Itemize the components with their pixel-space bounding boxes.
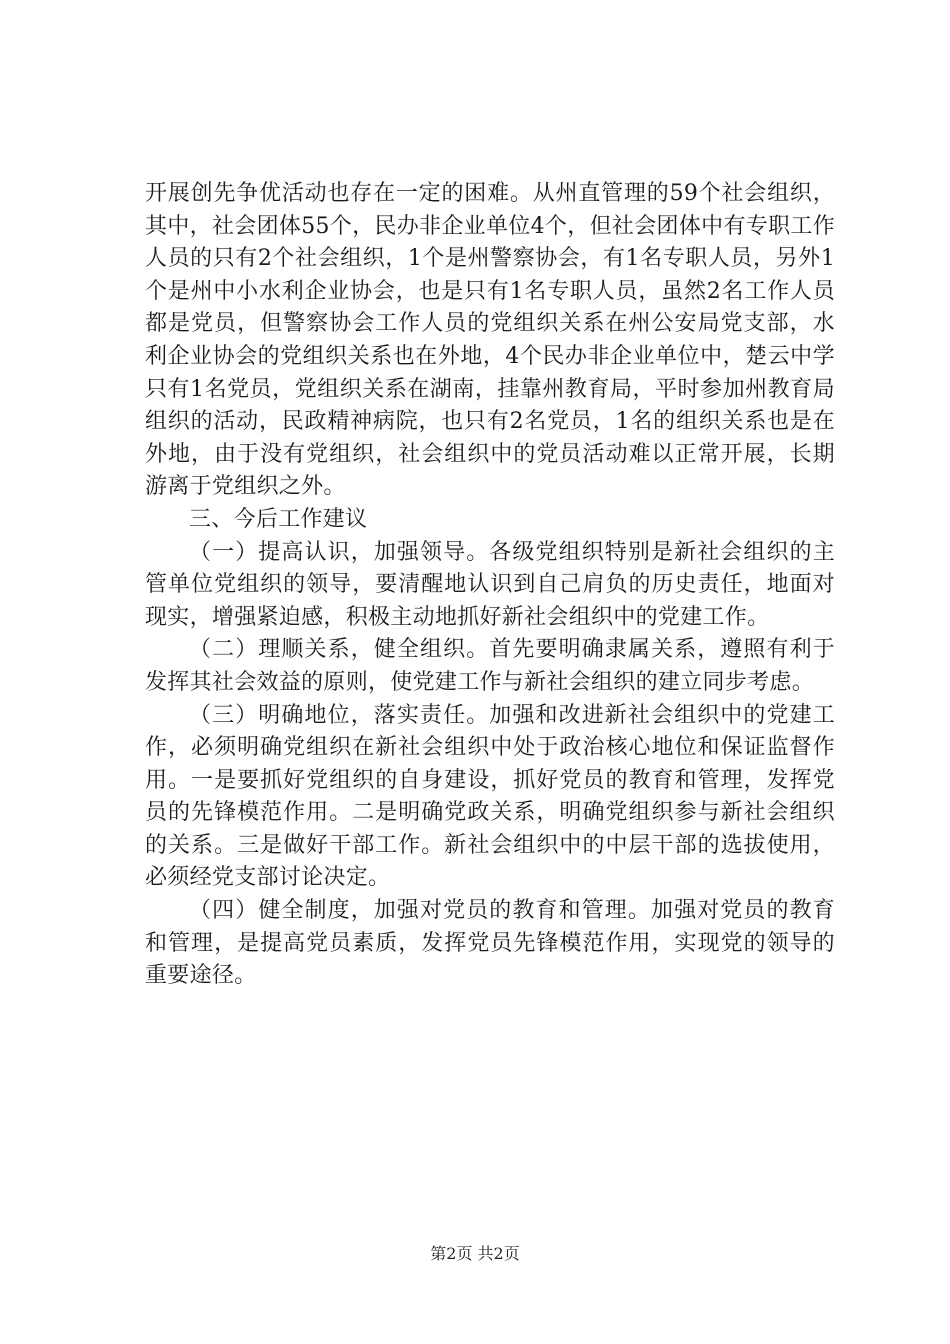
paragraph-continuation: 开展创先争优活动也存在一定的困难。从州直管理的59个社会组织，其中，社会团体55个，民办非企业单位4个，但社会团体中有专职工作人员的只有2个社会组织，1个是州警察协会，有1名专职人员，另外1个是州中小水利企业协会，也是只有1名专职人员，虽然2名工作人员都是党员，但警察协会工作人员的党组织关系在州公安局党支部，水利企业协会的党组织关系也在外地，4个民办非企业单位中，楚云中学只有1名党员，党组织关系在湖南，挂靠州教育局，平时参加州教育局组织的活动，民政精神病院，也只有2名党员，1名的组织关系也是在外地，由于没有党组织，社会组织中的党员活动难以正常开展，长期游离于党组织之外。 [145,181,835,500]
document-body [145,178,835,993]
paragraph-suggestion-2: （二）理顺关系，健全组织。首先要明确隶属关系，遵照有利于发挥其社会效益的原则，使党建工作与新社会组织的建立同步考虑。 [145,637,835,695]
paragraph-suggestion-1: （一）提高认识，加强领导。各级党组织特别是新社会组织的主管单位党组织的领导，要清醒地认识到自己肩负的历史责任，地面对现实，增强紧迫感，积极主动地抓好新社会组织中的党建工作。 [145,539,835,630]
section-heading: 三、今后工作建议 [189,506,368,532]
paragraph-suggestion-3: （三）明确地位，落实责任。加强和改进新社会组织中的党建工作，必须明确党组织在新社会组织中处于政治核心地位和保证监督作用。一是要抓好党组织的自身建设，抓好党员的教育和管理，发挥党员的先锋模范作用。二是明确党政关系，明确党组织参与新社会组织的关系。三是做好干部工作。新社会组织中的中层干部的选拔使用，必须经党支部讨论决定。 [145,702,835,891]
paragraph-suggestion-4: （四）健全制度，加强对党员的教育和管理。加强对党员的教育和管理，是提高党员素质，发挥党员先锋模范作用，实现党的领导的重要途径。 [145,898,835,989]
page-footer: 第2页 共2页 [430,1244,520,1263]
